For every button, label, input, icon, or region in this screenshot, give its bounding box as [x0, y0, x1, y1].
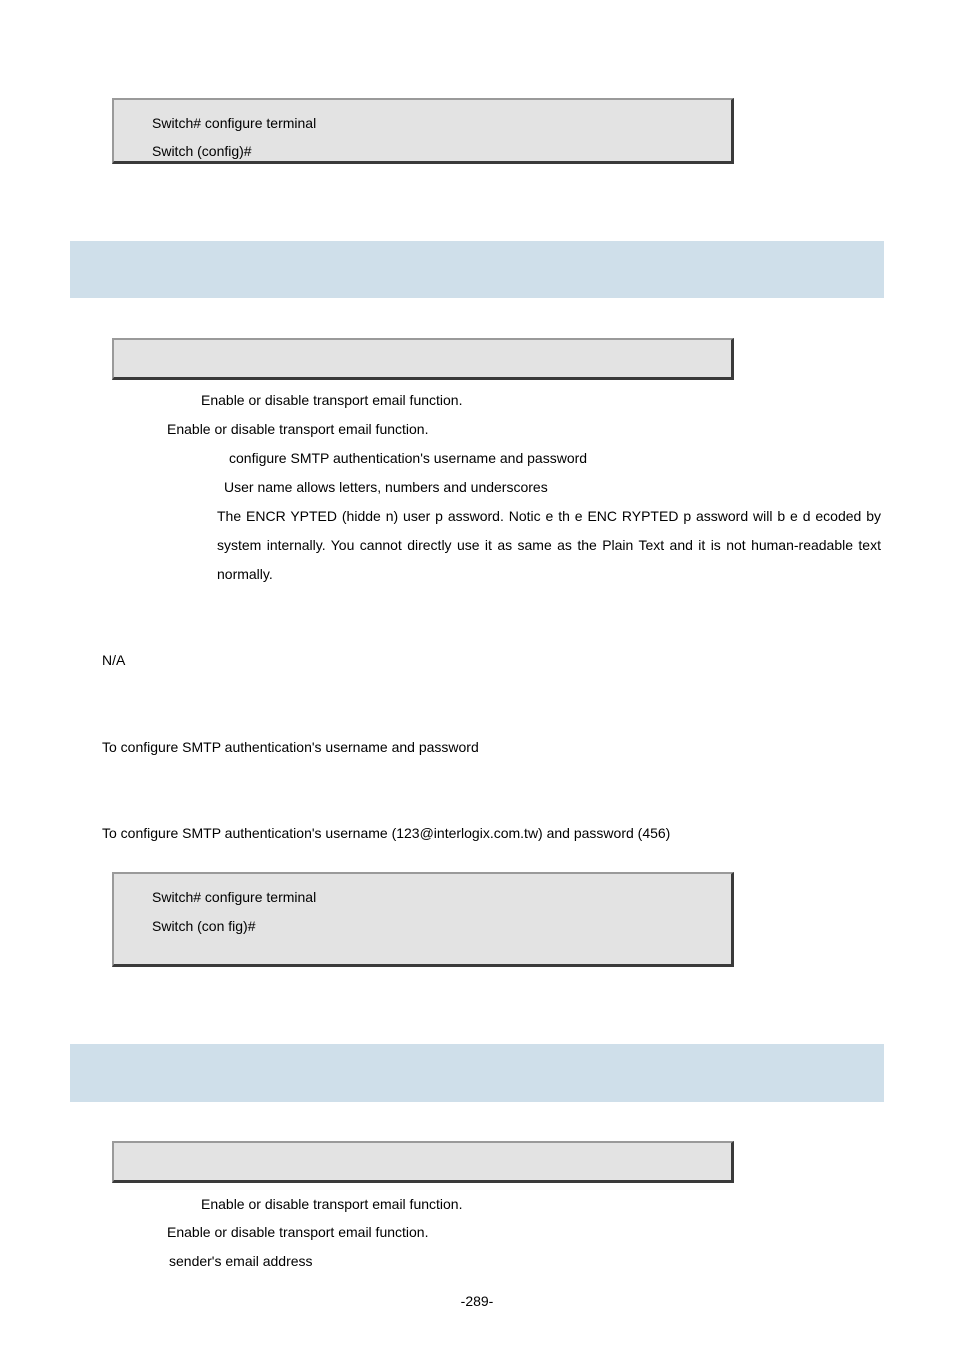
command-syntax-box [112, 338, 734, 380]
section-heading-band [70, 1044, 884, 1102]
param-description-paragraph: normally. [217, 566, 273, 582]
param-description-paragraph: The ENCR YPTED (hidde n) user p assword. Notic e th e ENC RYPTED p assword will b e d ecoded by [217, 508, 881, 524]
param-description: User name allows letters, numbers and underscores [224, 479, 548, 495]
code-line: Switch# configure terminal [152, 889, 317, 905]
code-line: Switch (config)# [152, 143, 252, 159]
code-line: Switch (con fig)# [152, 918, 256, 934]
code-line: Switch# configure terminal [152, 115, 317, 131]
param-description: Enable or disable transport email function. [201, 392, 463, 408]
command-syntax-box [112, 1141, 734, 1183]
param-description: Enable or disable transport email function. [167, 1224, 429, 1240]
param-description: Enable or disable transport email function. [201, 1196, 463, 1212]
code-example-box [112, 98, 734, 164]
param-description: configure SMTP authentication's username and password [229, 450, 588, 466]
page-number: -289- [460, 1293, 494, 1309]
section-heading-band [70, 241, 884, 298]
param-description-paragraph: system internally. You cannot directly use it as same as the Plain Text and it is not human-readable text [217, 537, 881, 553]
param-description: sender's email address [169, 1253, 313, 1269]
code-example-box [112, 872, 734, 967]
usage-text: To configure SMTP authentication's username and password [102, 739, 479, 755]
example-text: To configure SMTP authentication's username (123@interlogix.com.tw) and password (456) [102, 825, 671, 841]
default-value: N/A [102, 652, 126, 668]
param-description: Enable or disable transport email function. [167, 421, 429, 437]
